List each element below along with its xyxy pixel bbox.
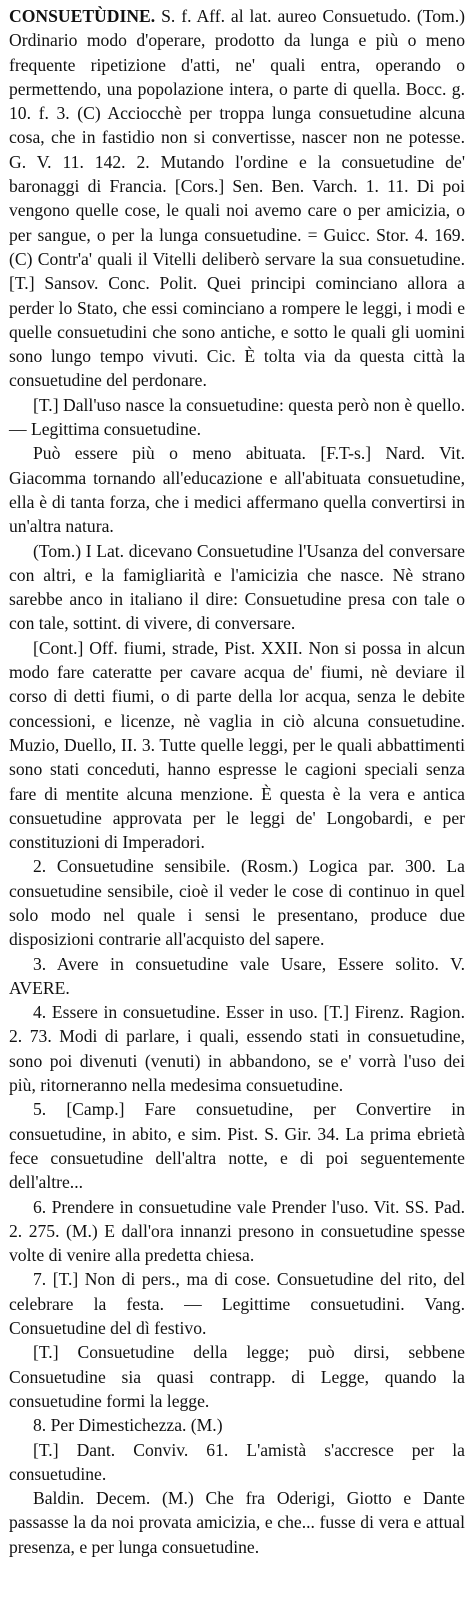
sense-3: 3. Avere in consuetudine vale Usare, Essere solito. V. AVERE.	[9, 953, 465, 998]
sense-6: 6. Prendere in consuetudine vale Prender l'uso. Vit. SS. Pad. 2. 275. (M.) E dall'ora innanzi presono in consuetudine spesse volte di venire alla predetta chiesa.	[9, 1196, 465, 1266]
entry-main-text: S. f. Aff. al lat. aureo Consuetudo. (Tom.) Ordinario modo d'operare, prodotto da lunga e più o meno frequente ripetizione d'atti, ne' quali entra, operando o permettendo, una popolazione intera, o parte di quella. Bocc. g. 10. f. 3. (C) Acciocchè per troppa lunga consuetudine alcuna cosa, che in fastidio non si convertisse, nascer non ne potesse. G. V. 11. 142. 2. Mutando l'ordine e la consuetudine de' baronaggi di Francia. [Cors.] Sen. Ben. Varch. 1. 11. Di poi vengono quelle cose, le quali noi avemo care o per amicizia, o per sangue, o per la lunga consuetudine. = Guicc. Stor. 4. 169. (C) Contr'a' quali il Vitelli deliberò servare la sua consuetudine. [T.] Sansov. Conc. Polit. Quei principi cominciano allora a perder lo Stato, che essi cominciano a rompere le leggi, i modi e quelle consuetudini che sono antiche, e sotto le quali gli uomini sono lungo tempo vivuti. Cic. È tolta via da questa città la consuetudine del perdonare.	[9, 6, 465, 391]
headword: CONSUETÙDINE.	[9, 6, 156, 26]
sense-2: 2. Consuetudine sensibile. (Rosm.) Logica par. 300. La consuetudine sensibile, cioè il veder le cose di continuo in quel solo modo nel quale i sensi le presentano, produce due disposizioni contrarie all'acquisto del sapere.	[9, 856, 465, 950]
entry-main-paragraph	[9, 4, 465, 393]
entry-paragraph: Può essere più o meno abituata. [F.T-s.] Nard. Vit. Giacomma tornando all'educazione e all'abituata consuetudine, ella è di tanta forza, che i medici affermano quella convertirsi in un'altra natura.	[9, 443, 465, 537]
entry-paragraph: [Cont.] Off. fiumi, strade, Pist. XXII. Non si possa in alcun modo fare cateratte per cavare acqua de' fiumi, nè deviare il corso di detti fiumi, o di parte della lor acqua, senza le debite concessioni, e licenze, nè vaglia in ciò alcuna consuetudine. Muzio, Duello, II. 3. Tutte quelle leggi, per le quali abbattimenti sono stati conceduti, hanno espresse le cagioni speciali senza fare di mentite alcuna menzione. È questa è la vera e antica consuetudine approvata per le leggi de' Longobardi, e per constituzioni di Imperadori.	[9, 637, 465, 853]
sense-8: 8. Per Dimestichezza. (M.)	[33, 1415, 223, 1436]
entry-paragraph: [T.] Consuetudine della legge; può dirsi, sebbene Consuetudine sia quasi contrapp. di Legge, quando la consuetudine formi la legge.	[9, 1342, 465, 1411]
sense-7: 7. [T.] Non di pers., ma di cose. Consuetudine del rito, del celebrare la festa. — Legittime consuetudini. Vang. Consuetudine del dì festivo.	[9, 1269, 465, 1339]
sense-4: 4. Essere in consuetudine. Esser in uso. [T.] Firenz. Ragion. 2. 73. Modi di parlare, i quali, essendo stati in consuetudine, sono poi divenuti (venuti) in abbandono, se e' vorrà l'uso dei più, ritorneranno nella medesima consuetudine.	[9, 1002, 465, 1096]
entry-paragraph: Baldin. Decem. (M.) Che fra Oderigi, Giotto e Dante passasse la da noi provata amicizia, e che... fusse di vera e attual presenza, e per lunga consuetudine.	[9, 1488, 465, 1557]
entry-paragraph: [T.] Dall'uso nasce la consuetudine: questa però non è quello. — Legittima consuetudine.	[9, 394, 465, 440]
sense-5: 5. [Camp.] Fare consuetudine, per Convertire in consuetudine, in abito, e sim. Pist. S. Gir. 34. La prima ebrietà fece consuetudine dell'altra notte, e di poi seguentemente dell'altre...	[9, 1099, 465, 1193]
entry-paragraph: (Tom.) I Lat. dicevano Consuetudine l'Usanza del conversare con altri, e la famigliarità e l'amicizia che nasce. Nè strano sarebbe anco in italiano il dire: Consuetudine presa con tale o con tale, sottint. di vivere, di conversare.	[9, 540, 465, 634]
entry-paragraph: [T.] Dant. Conviv. 61. L'amistà s'accresce per la consuetudine.	[9, 1439, 465, 1484]
